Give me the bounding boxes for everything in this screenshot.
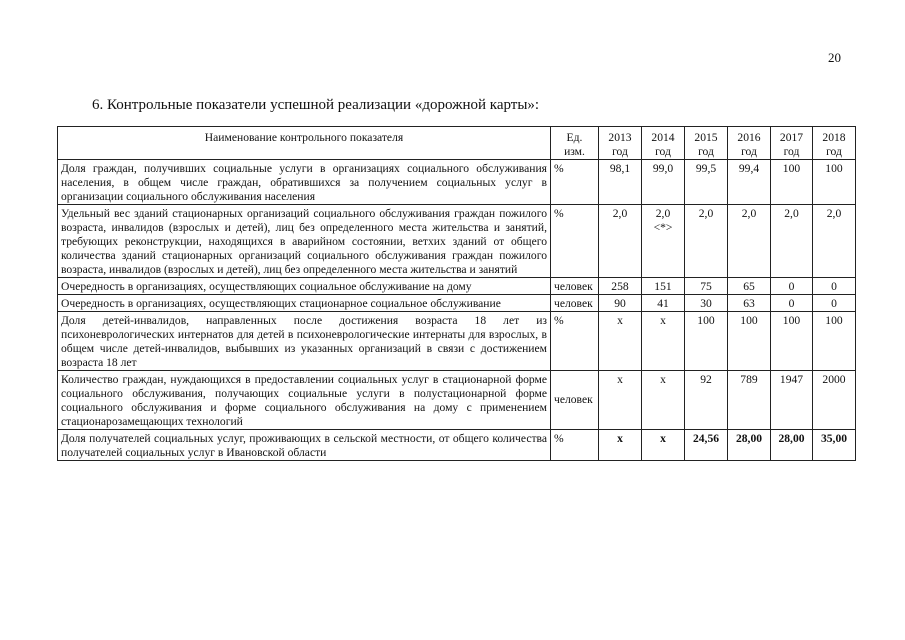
- header-row: [58, 127, 856, 160]
- indicator-name: Очередность в организациях, осуществляющих стационарное социальное обслуживание: [58, 295, 551, 312]
- value-2018: 0: [813, 295, 856, 312]
- value-2015: 30: [685, 295, 728, 312]
- value-2015: 92: [685, 371, 728, 430]
- year-suffix: год: [612, 145, 628, 158]
- indicator-unit: человек: [551, 295, 599, 312]
- table-row: [58, 205, 856, 278]
- value-2014: х: [642, 312, 685, 371]
- year-label: 2015: [694, 131, 718, 144]
- value-2015: 75: [685, 278, 728, 295]
- value-2018: 35,00: [813, 430, 856, 461]
- table-row: [58, 278, 856, 295]
- value-2013: 2,0: [599, 205, 642, 278]
- indicator-unit: человек: [551, 371, 599, 430]
- value-2018: 2000: [813, 371, 856, 430]
- value-2013: 90: [599, 295, 642, 312]
- year-suffix: год: [783, 145, 800, 158]
- indicator-unit: %: [551, 160, 599, 205]
- year-label: 2018: [822, 131, 846, 144]
- indicator-name: Очередность в организациях, осуществляющих социальное обслуживание на дому: [58, 278, 551, 295]
- value-2014: 99,0: [642, 160, 685, 205]
- value-2015: 2,0: [685, 205, 728, 278]
- header-unit-line2: изм.: [564, 145, 585, 158]
- indicator-unit: %: [551, 430, 599, 461]
- indicator-name: Количество граждан, нуждающихся в предоставлении социальных услуг в стационарной форме социального обслуживания, получающих социальные услуги в полустационарной форме социального обслуживания и форме социального обслуживания на дому с применением стационарозамещающих технологий: [58, 371, 551, 430]
- value-2014: 41: [642, 295, 685, 312]
- header-year-2016: [728, 127, 771, 160]
- indicator-name: Доля детей-инвалидов, направленных после достижения возраста 18 лет из психоневрологических интернатов для детей в психоневрологические интернаты для взрослых, в общем числе детей-инвалидов, выбывших из указанных организаций в связи с достижением возраста 18 лет: [58, 312, 551, 371]
- indicator-unit: %: [551, 312, 599, 371]
- value-2013: 258: [599, 278, 642, 295]
- value-2016: 28,00: [728, 430, 771, 461]
- value-2014: [642, 205, 685, 278]
- year-label: 2017: [779, 131, 804, 144]
- header-year-2014: [642, 127, 685, 160]
- value-2018: 2,0: [813, 205, 856, 278]
- value-2016: 100: [728, 312, 771, 371]
- kpi-table: [57, 126, 856, 461]
- header-unit-line1: Ед.: [566, 131, 583, 144]
- value-2016: 63: [728, 295, 771, 312]
- value-2017: 100: [771, 312, 813, 371]
- table-row: [58, 430, 856, 461]
- table-row: [58, 312, 856, 371]
- value-2014: 151: [642, 278, 685, 295]
- value-2017: 0: [771, 278, 813, 295]
- value-2016: 99,4: [728, 160, 771, 205]
- header-indicator-name: Наименование контрольного показателя: [58, 127, 551, 160]
- table-row: [58, 295, 856, 312]
- value-2015: 24,56: [685, 430, 728, 461]
- year-suffix: год: [826, 145, 842, 158]
- header-year-2018: [813, 127, 856, 160]
- indicator-name: Доля граждан, получивших социальные услуги в организациях социального обслуживания населения, в общем числе граждан, обратившихся за получением социальных услуг в организации социального обслуживания населения: [58, 160, 551, 205]
- value-2017: 0: [771, 295, 813, 312]
- value-2017: 1947: [771, 371, 813, 430]
- value-2016: 789: [728, 371, 771, 430]
- value-2017: 28,00: [771, 430, 813, 461]
- header-year-2015: [685, 127, 728, 160]
- value-2018: 0: [813, 278, 856, 295]
- indicator-unit: человек: [551, 278, 599, 295]
- year-label: 2016: [737, 131, 761, 144]
- header-year-2013: [599, 127, 642, 160]
- value-2015: 99,5: [685, 160, 728, 205]
- value-2014: х: [642, 430, 685, 461]
- year-label: 2013: [608, 131, 632, 144]
- value-2018: 100: [813, 312, 856, 371]
- year-suffix: год: [655, 145, 671, 158]
- value-2013: 98,1: [599, 160, 642, 205]
- header-unit: [551, 127, 599, 160]
- year-suffix: год: [698, 145, 714, 158]
- page-number: 20: [828, 50, 841, 65]
- value-2017: 100: [771, 160, 813, 205]
- value-2015: 100: [685, 312, 728, 371]
- value-2014-number: 2,0: [655, 207, 671, 220]
- indicator-unit: %: [551, 205, 599, 278]
- indicator-name: Доля получателей социальных услуг, проживающих в сельской местности, от общего количества получателей социальных услуг в Ивановской области: [58, 430, 551, 461]
- table-row: [58, 160, 856, 205]
- footnote-marker: <*>: [653, 221, 673, 234]
- year-suffix: год: [741, 145, 757, 158]
- value-2017: 2,0: [771, 205, 813, 278]
- header-year-2017: [771, 127, 813, 160]
- table-row: [58, 371, 856, 430]
- value-2018: 100: [813, 160, 856, 205]
- year-label: 2014: [651, 131, 675, 144]
- value-2016: 2,0: [728, 205, 771, 278]
- value-2013: х: [599, 430, 642, 461]
- value-2013: х: [599, 371, 642, 430]
- value-2016: 65: [728, 278, 771, 295]
- indicator-name: Удельный вес зданий стационарных организаций социального обслуживания граждан пожилого возраста, инвалидов (взрослых и детей), лиц без определенного места жительства и занятий, требующих реконструкции, находящихся в аварийном состоянии, ветхих зданий от общего количества зданий стационарных организаций социального обслуживания граждан пожилого возраста, инвалидов (взрослых и детей), лиц без определенного места жительства и занятий: [58, 205, 551, 278]
- value-2014: х: [642, 371, 685, 430]
- value-2013: х: [599, 312, 642, 371]
- section-title: 6. Контрольные показатели успешной реализации «дорожной карты»:: [92, 97, 540, 113]
